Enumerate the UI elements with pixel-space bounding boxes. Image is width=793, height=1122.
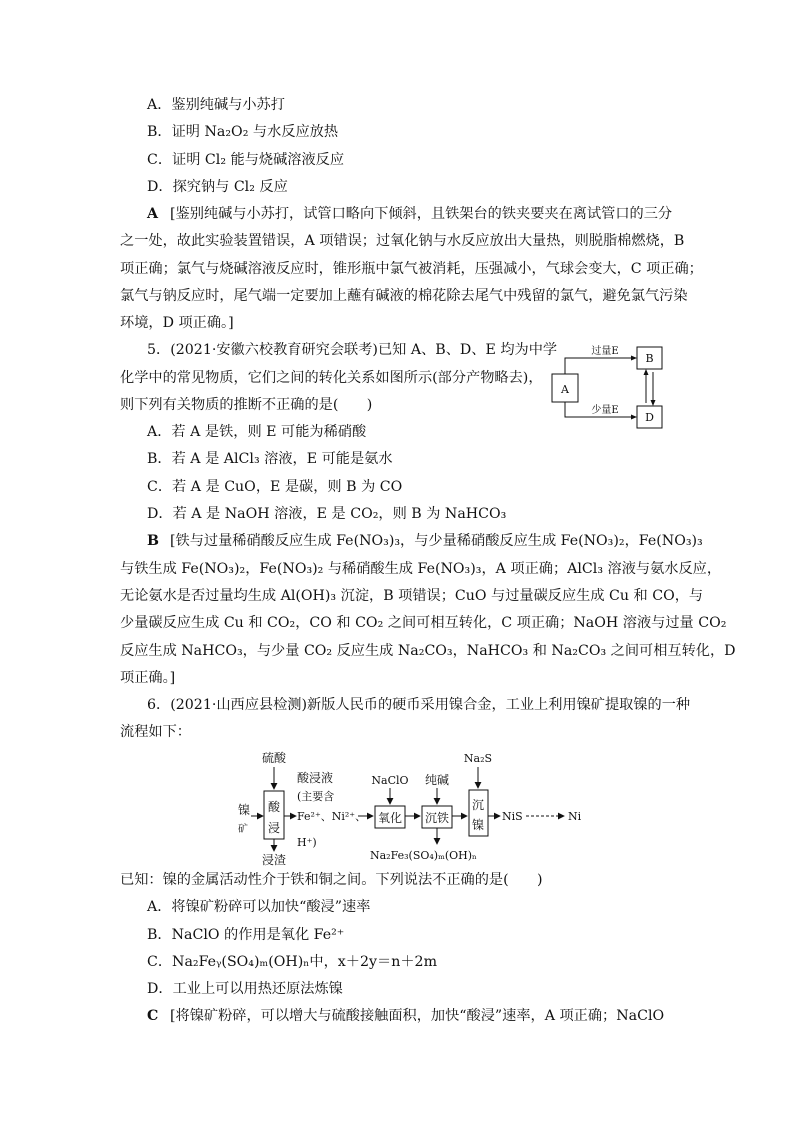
label-a: A — [561, 383, 569, 396]
nis-label: NiS — [502, 810, 523, 823]
q5-stem-line: 化学中的常见物质，它们之间的转化关系如图所示(部分产物略去)， — [120, 370, 543, 386]
oxidize-text: 氧化 — [377, 811, 403, 825]
ni-label: Ni — [568, 810, 582, 823]
q6-known: 已知：镍的金属活动性介于铁和铜之间。下列说法不正确的是( ) — [120, 872, 543, 888]
leach-text: 酸 — [267, 800, 281, 814]
leach-liquid-label: Fe²⁺、Ni²⁺、 — [297, 810, 367, 823]
q6-stem-line: 流程如下： — [120, 724, 191, 740]
q5-conversion-diagram — [548, 340, 673, 432]
q6-option-a: A．将镍矿粉碎可以加快“酸浸”速率 — [147, 899, 371, 915]
ore-label: 镍 — [238, 803, 251, 817]
q5-explanation-line: 少量碳反应生成 Cu 和 CO₂，CO 和 CO₂ 之间可相互转化，C 项正确；NaOH 溶液与过量 CO₂ — [120, 615, 727, 631]
q5-option-c: C．若 A 是 CuO，E 是碳，则 B 为 CO — [147, 479, 403, 495]
arrowhead-down — [651, 400, 656, 406]
naclo-label: NaClO — [371, 774, 409, 787]
q5-stem-line: 5．(2021·安徽六校教育研究会联考)已知 A、B、D、E 均为中学 — [147, 342, 558, 358]
q5-option-a: A．若 A 是铁，则 E 可能为稀硝酸 — [147, 424, 367, 440]
iron-product-label: Na₂Fe₃(SO₄)ₘ(OH)ₙ — [370, 849, 477, 862]
q4-option-d: D．探究钠与 Cl₂ 反应 — [147, 179, 288, 195]
q4-explanation-line: [鉴别纯碱与小苏打，试管口略向下倾斜，且铁架台的铁夹要夹在离试管口的三分 — [170, 206, 673, 222]
sulfuric-acid-label: 硫酸 — [261, 751, 287, 765]
q4-option-b: B．证明 Na₂O₂ 与水反应放热 — [147, 124, 339, 140]
leach-liquid-label: 酸浸液 — [297, 771, 334, 785]
q4-explanation-line: 环境，D 项正确。] — [120, 315, 234, 331]
ore-label: 矿 — [238, 824, 248, 835]
arrow-a-to-b — [565, 358, 634, 374]
q5-stem-line: 则下列有关物质的推断不正确的是( ) — [120, 397, 373, 413]
q6-option-c: C．Na₂Feᵧ(SO₄)ₘ(OH)ₙ中，x＋2y＝n＋2m — [147, 954, 438, 970]
q5-answer: B — [147, 533, 159, 549]
q4-explanation-line: 之一处，故此实验装置错误，A 项错误；过氧化钠与水反应放出大量热，则脱脂棉燃烧，B — [120, 233, 685, 249]
q5-explanation-line: 项正确。] — [120, 670, 176, 686]
q4-explanation-line: 项正确；氯气与烧碱溶液反应时，锥形瓶中氯气被消耗，压强减小，气球会变大，C 项正确； — [120, 261, 703, 277]
na2s-label: Na₂S — [463, 752, 493, 765]
q6-explanation-line: [将镍矿粉碎，可以增大与硫酸接触面积，加快“酸浸”速率，A 项正确；NaClO — [170, 1008, 665, 1024]
label-d: D — [645, 411, 654, 424]
q4-answer: A — [147, 206, 159, 222]
label-b: B — [645, 352, 654, 365]
ni-precip-text: 沉 — [471, 798, 485, 812]
leach-liquid-label: (主要含 — [297, 790, 335, 803]
arrowhead-d — [631, 415, 637, 420]
q6-stem-line: 6．(2021·山西应县检测)新版人民币的硬币采用镍合金，工业上利用镍矿提取镍的一种 — [147, 697, 691, 713]
residue-label: 浸渣 — [261, 853, 287, 867]
q5-explanation-line: 无论氨水是否过量均生成 Al(OH)₃ 沉淀，B 项错误；CuO 与过量碳反应生成 Cu 和 CO，与 — [120, 588, 704, 604]
q6-option-b: B．NaClO 的作用是氧化 Fe²⁺ — [147, 927, 345, 943]
iron-precip-text: 沉铁 — [424, 811, 450, 825]
q5-explanation-line: [铁与过量稀硝酸反应生成 Fe(NO₃)₃，与少量稀硝酸反应生成 Fe(NO₃)₂，Fe(NO₃)₃ — [170, 533, 703, 549]
soda-label: 纯碱 — [424, 773, 450, 787]
q5-explanation-line: 与铁生成 Fe(NO₃)₂，Fe(NO₃)₂ 与稀硝酸生成 Fe(NO₃)₃，A 项正确；AlCl₃ 溶液与氨水反应， — [120, 561, 722, 577]
q6-option-d: D．工业上可以用热还原法炼镍 — [147, 981, 343, 997]
arrowhead-b — [631, 356, 637, 361]
q4-option-a: A．鉴别纯碱与小苏打 — [147, 97, 285, 113]
q6-answer: C — [147, 1008, 159, 1024]
leach-text: 浸 — [267, 821, 281, 835]
q5-option-b: B．若 A 是 AlCl₃ 溶液，E 可能是氨水 — [147, 451, 393, 467]
label-excess-e: 过量E — [591, 346, 619, 357]
arrowhead-up — [644, 369, 649, 375]
q4-explanation-line: 氯气与钠反应时，尾气端一定要加上蘸有碱液的棉花除去尾气中残留的氯气，避免氯气污染 — [120, 288, 688, 304]
q5-option-d: D．若 A 是 NaOH 溶液，E 是 CO₂，则 B 为 NaHCO₃ — [147, 506, 507, 522]
ni-precip-text: 镍 — [471, 818, 485, 832]
q5-explanation-line: 反应生成 NaHCO₃，与少量 CO₂ 反应生成 Na₂CO₃，NaHCO₃ 和 Na₂CO₃ 之间可相互转化，D — [120, 643, 736, 659]
q6-process-flowchart — [230, 748, 590, 868]
leach-liquid-label: H⁺) — [297, 836, 317, 849]
label-little-e: 少量E — [591, 405, 619, 416]
q4-option-c: C．证明 Cl₂ 能与烧碱溶液反应 — [147, 152, 345, 168]
